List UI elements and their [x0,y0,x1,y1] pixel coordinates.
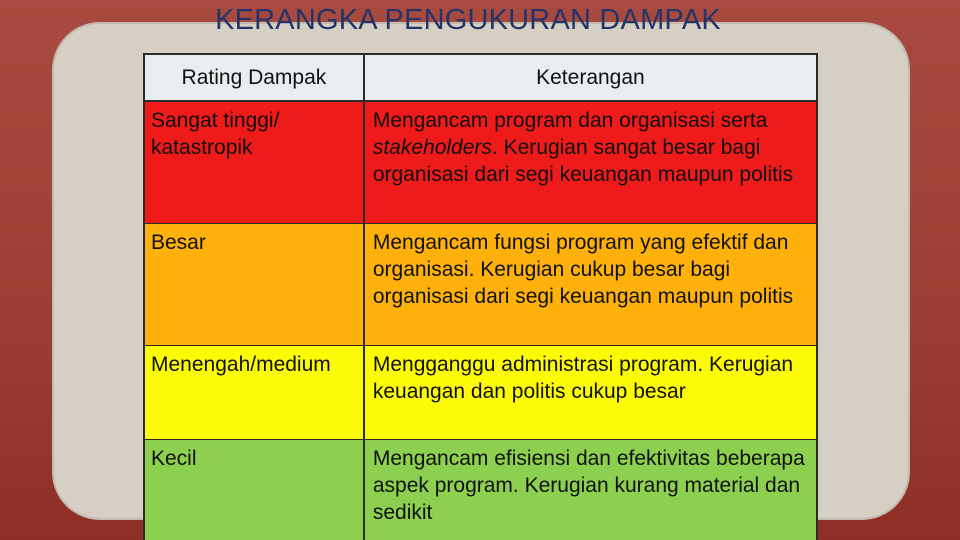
table-row [144,223,817,345]
impact-table [143,53,818,540]
slide-title: KERANGKA PENGUKURAN DAMPAK [215,4,721,36]
description-text [371,107,810,188]
description-text: Mengganggu administrasi program. Kerugian keuangan dan politis cukup besar [372,352,794,403]
header-rating: Rating Dampak [144,54,364,101]
rating-cell: Besar [144,223,364,345]
description-cell [364,439,817,540]
description-text: Mengancam fungsi program yang efektif dan organisasi. Kerugian cukup besar bagi organisasi dari segi keuangan maupun politis [372,230,794,308]
rating-cell: Menengah/medium [144,345,364,439]
rating-cell: Kecil [144,439,364,540]
description-italic: stakeholders [372,136,492,159]
table-row [144,439,817,540]
table-header-row [144,54,817,101]
description-part: . Kerugian sangat besar bagi organisasi dari segi keuangan maupun politis [372,136,794,186]
table-row [144,345,817,439]
description-cell [364,345,817,439]
description-cell [364,101,817,223]
description-cell [364,223,817,345]
rating-cell: Sangat tinggi/ katastropik [144,101,364,223]
header-description: Keterangan [364,54,817,101]
description-part: Mengancam program dan organisasi serta [372,109,768,132]
description-text: Mengancam efisiensi dan efektivitas beberapa aspek program. Kerugian kurang material dan sedikit [372,446,805,524]
table-row [144,101,817,223]
